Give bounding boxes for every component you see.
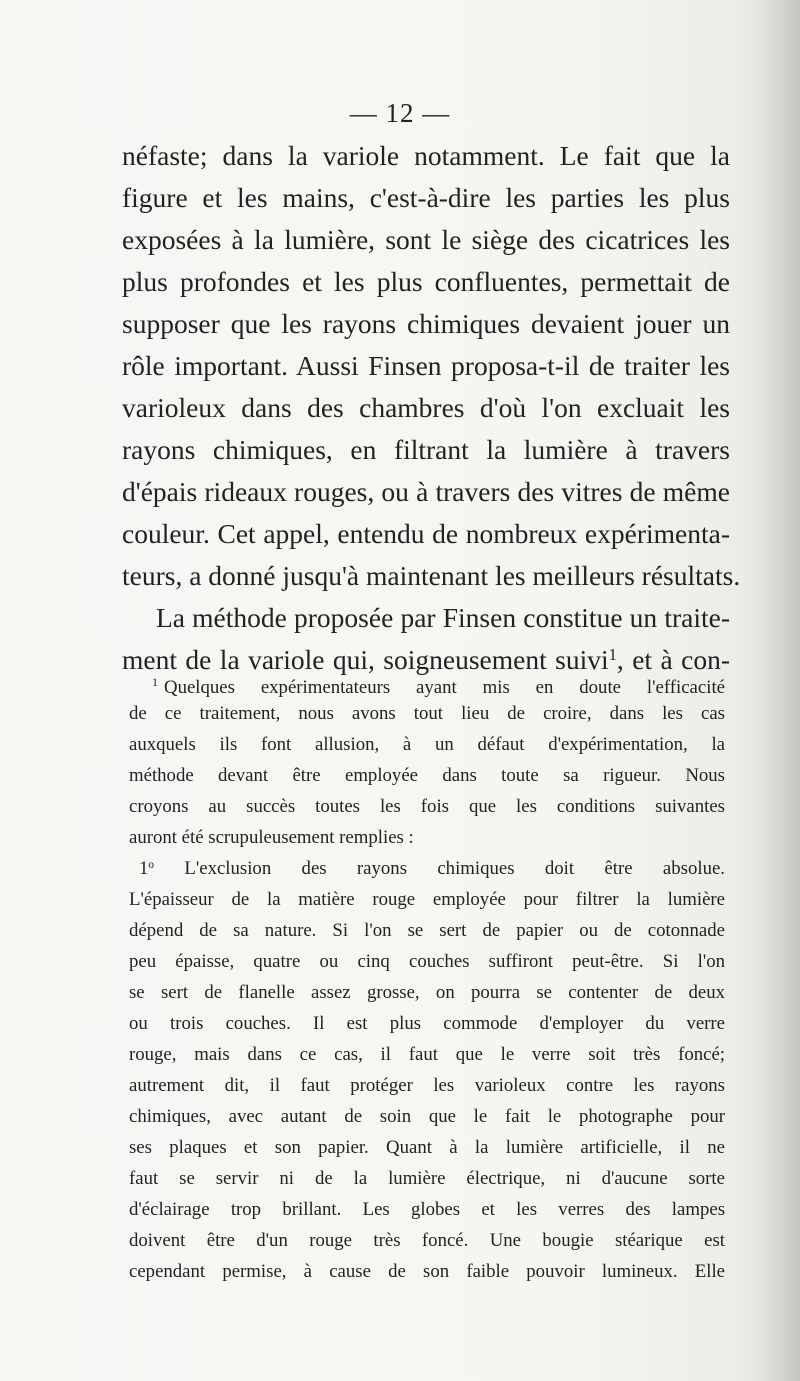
footnote-line: croyons au succès toutes les fois que les conditions suivantes bbox=[129, 796, 725, 817]
page-edge-shadow bbox=[752, 0, 800, 1381]
body-line: La méthode proposée par Finsen constitue un traite- bbox=[156, 602, 730, 633]
footnote-text: L'exclusion des rayons chimiques doit être absolue. bbox=[184, 858, 725, 879]
footnote-line: ses plaques et son papier. Quant à la lumière artificielle, il ne bbox=[129, 1137, 725, 1158]
body-line: rôle important. Aussi Finsen proposa-t-il de traiter les bbox=[122, 350, 730, 381]
item-ordinal: o bbox=[148, 858, 155, 871]
body-line: teurs, a donné jusqu'à maintenant les meilleurs résultats. bbox=[122, 560, 741, 591]
footnote-line: d'éclairage trop brillant. Les globes et les verres des lampes bbox=[129, 1199, 725, 1220]
item-number: 1 bbox=[139, 858, 149, 879]
footnote-line: rouge, mais dans ce cas, il faut que le verre soit très foncé; bbox=[129, 1044, 725, 1065]
footnote-line: peu épaisse, quatre ou cinq couches suffiront peut-être. Si l'on bbox=[129, 951, 725, 972]
footnote-line: se sert de flanelle assez grosse, on pourra se contenter de deux bbox=[129, 982, 725, 1003]
footnote-line: ou trois couches. Il est plus commode d'employer du verre bbox=[129, 1013, 725, 1034]
body-line: couleur. Cet appel, entendu de nombreux expérimenta- bbox=[122, 518, 730, 549]
footnote-text: Quelques expérimentateurs ayant mis en doute l'efficacité bbox=[164, 677, 725, 699]
footnote-line: doivent être d'un rouge très foncé. Une bougie stéarique est bbox=[129, 1230, 725, 1251]
body-line: exposées à la lumière, sont le siège des cicatrices les bbox=[122, 224, 730, 255]
body-line: plus profondes et les plus confluentes, permettait de bbox=[122, 266, 730, 297]
footnote-line bbox=[129, 667, 725, 698]
footnote-line: autrement dit, il faut protéger les varioleux contre les rayons bbox=[129, 1075, 725, 1096]
footnote-line: méthode devant être employée dans toute sa rigueur. Nous bbox=[129, 765, 725, 786]
body-line: supposer que les rayons chimiques devaient jouer un bbox=[122, 308, 730, 339]
page-number: — 12 — bbox=[349, 98, 451, 128]
footnote-marker: 1 bbox=[152, 675, 158, 689]
footnote-line: cependant permise, à cause de son faible pouvoir lumineux. Elle bbox=[129, 1261, 725, 1282]
footnote-line: dépend de sa nature. Si l'on se sert de papier ou de cotonnade bbox=[129, 920, 725, 941]
body-line: d'épais rideaux rouges, ou à travers des vitres de même bbox=[122, 476, 730, 507]
footnote bbox=[129, 667, 725, 1287]
body-line: rayons chimiques, en filtrant la lumière à travers bbox=[122, 434, 730, 465]
main-text bbox=[122, 135, 741, 681]
footnote-line: de ce traitement, nous avons tout lieu de croire, dans les cas bbox=[129, 703, 725, 724]
footnote-line: L'épaisseur de la matière rouge employée pour filtrer la lumière bbox=[129, 889, 725, 910]
body-text: , et à con- bbox=[616, 644, 730, 675]
footnote-line: auront été scrupuleusement remplies : bbox=[129, 827, 414, 848]
body-line: varioleux dans des chambres d'où l'on excluait les bbox=[122, 392, 730, 423]
footnote-line: auxquels ils font allusion, à un défaut d'expérimentation, la bbox=[129, 734, 725, 755]
body-line: néfaste; dans la variole notamment. Le fait que la bbox=[122, 140, 730, 171]
footnote-line: faut se servir ni de la lumière électrique, ni d'aucune sorte bbox=[129, 1168, 725, 1189]
body-text: ment de la variole qui, soigneusement suivi bbox=[122, 644, 609, 675]
footnote-reference: 1 bbox=[608, 644, 617, 664]
footnote-line: chimiques, avec autant de soin que le fait le photographe pour bbox=[129, 1106, 725, 1127]
body-line: figure et les mains, c'est-à-dire les parties les plus bbox=[122, 182, 730, 213]
footnote-item-line bbox=[129, 853, 725, 884]
